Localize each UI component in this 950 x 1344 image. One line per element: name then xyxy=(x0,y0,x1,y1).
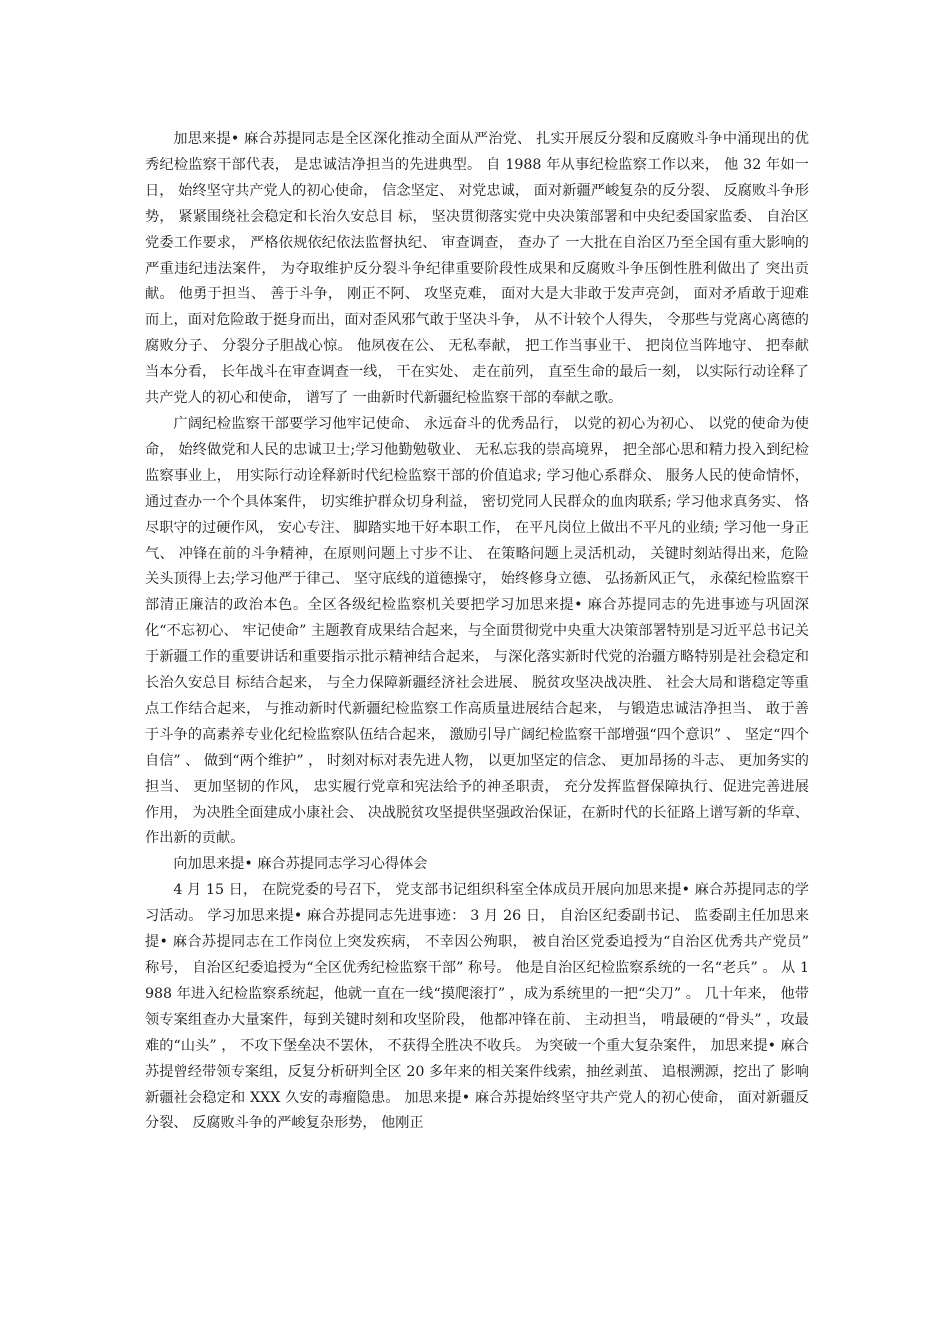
body-paragraph-study-activity: 4 月 15 日， 在院党委的号召下， 党支部书记组织科室全体成员开展向加思来提• 麻合苏提同志的学习活动。 学习加思来提• 麻合苏提同志先进事迹： 3 月 26 日， 自治区纪委副书记、 监委副主任加思来提• 麻合苏提同志在工作岗位上突发疾病， 不幸因公殉职， 被自治区党委追授为“自治区优秀共产党员” 称号， 自治区纪委追授为“全区优秀纪检监察干部” 称号。 他是自治区纪检监察系统的一名“老兵” 。 从 1988 年进入纪检监察系统起，他就一直在一线“摸爬滚打” ，成为系统里的一把“尖刀” 。 几十年来， 他带领专案组查办大量案件，每到关键时刻和攻坚阶段， 他都冲锋在前、 主动担当， 啃最硬的“骨头” ，攻最难的“山头” ， 不攻下堡垒决不罢休， 不获得全胜决不收兵。 为突破一个重大复杂案件， 加思来提• 麻合苏提曾经带领专案组，反复分析研判全区 20 多年来的相关案件线索，抽丝剥茧、 追根溯源，挖出了 影响新疆社会稳定和 XXX 久安的毒瘤隐患。 加思来提• 麻合苏提始终坚守共产党人的初心使命， 面对新疆反分裂、 反腐败斗争的严峻复杂形势， 他刚正 xyxy=(145,882,809,1132)
body-paragraph-call-to-learn: 广阔纪检监察干部要学习他牢记使命、 永远奋斗的优秀品行， 以党的初心为初心、 以党的使命为使命， 始终做党和人民的忠诚卫士;学习他勤勉敬业、 无私忘我的崇高境界， 把全部心思和精力投入到纪检监察事业上， 用实际行动诠释新时代纪检监察干部的价值追求; 学习他心系群众、 服务人民的使命情怀， 通过查办一个个具体案件， 切实维护群众切身利益， 密切党同人民群众的血肉联系; 学习他求真务实、 恪尽职守的过硬作风， 安心专注、 脚踏实地干好本职工作， 在平凡岗位上做出不平凡的业绩; 学习他一身正气、 冲锋在前的斗争精神，在原则问题上寸步不让、 在策略问题上灵活机动， 关键时刻站得出来，危险关头顶得上去;学习他严于律己、 坚守底线的道德操守， 始终修身立德、 弘扬新风正气， 永葆纪检监察干部清正廉洁的政治本色。全区各级纪检监察机关要把学习加思来提• 麻合苏提同志的先进事迹与巩固深化“不忘初心、 牢记使命” 主题教育成果结合起来，与全面贯彻党中央重大决策部署特别是习近平总书记关于新疆工作的重要讲话和重要指示批示精神结合起来， 与深化落实新时代党的治疆方略特别是社会稳定和长治久安总目 标结合起来， 与全力保障新疆经济社会进展、 脱贫攻坚决战决胜、 社会大局和谐稳定等重点工作结合起来， 与推动新时代新疆纪检监察工作高质量进展结合起来， 与锻造忠诚洁净担当、 敢于善于斗争的高素养专业化纪检监察队伍结合起来， 激励引导广阔纪检监察干部增强“四个意识” 、 坚定“四个自信” 、 做到“两个维护” ， 时刻对标对表先进人物， 以更加坚定的信念、 更加昂扬的斗志、 更加务实的担当、 更加坚韧的作风， 忠实履行党章和宪法给予的神圣职责， 充分发挥监督保障执行、促进完善进展作用， 为决胜全面建成小康社会、 决战脱贫攻坚提供坚强政治保证，在新时代的长征路上谱写新的华章、 作出新的贡献。 xyxy=(145,415,809,847)
body-paragraph-intro: 加思来提• 麻合苏提同志是全区深化推动全面从严治党、 扎实开展反分裂和反腐败斗争中涌现出的优秀纪检监察干部代表， 是忠诚洁净担当的先进典型。 自 1988 年从事纪检监察工作以来， 他 32 年如一日， 始终坚守共产党人的初心使命， 信念坚定、 对党忠诚， 面对新疆严峻复杂的反分裂、 反腐败斗争形势， 紧紧围绕社会稳定和长治久安总目 标， 坚决贯彻落实党中央决策部署和中央纪委国家监委、 自治区党委工作要求， 严格依规依纪依法监督执纪、 审查调查， 查办了 一大批在自治区乃至全国有重大影响的严重违纪违法案件， 为夺取维护反分裂斗争纪律重要阶段性成果和反腐败斗争压倒性胜利做出了 突出贡献。 他勇于担当、 善于斗争， 刚正不阿、 攻坚克难， 面对大是大非敢于发声亮剑， 面对矛盾敢于迎难而上，面对危险敢于挺身而出，面对歪风邪气敢于坚决斗争， 从不计较个人得失， 令那些与党离心离德的腐败分子、 分裂分子胆战心惊。 他夙夜在公、 无私奉献， 把工作当事业干、 把岗位当阵地守、 把奉献当本分看， 长年战斗在审查调查一线， 干在实处、 走在前列， 直至生命的最后一刻， 以实际行动诠释了 共产党人的初心和使命， 谱写了 一曲新时代新疆纪检监察干部的奉献之歌。 xyxy=(145,131,809,407)
document-page xyxy=(145,127,809,1137)
section-heading: 向加思来提• 麻合苏提同志学习心得体会 xyxy=(173,856,428,873)
